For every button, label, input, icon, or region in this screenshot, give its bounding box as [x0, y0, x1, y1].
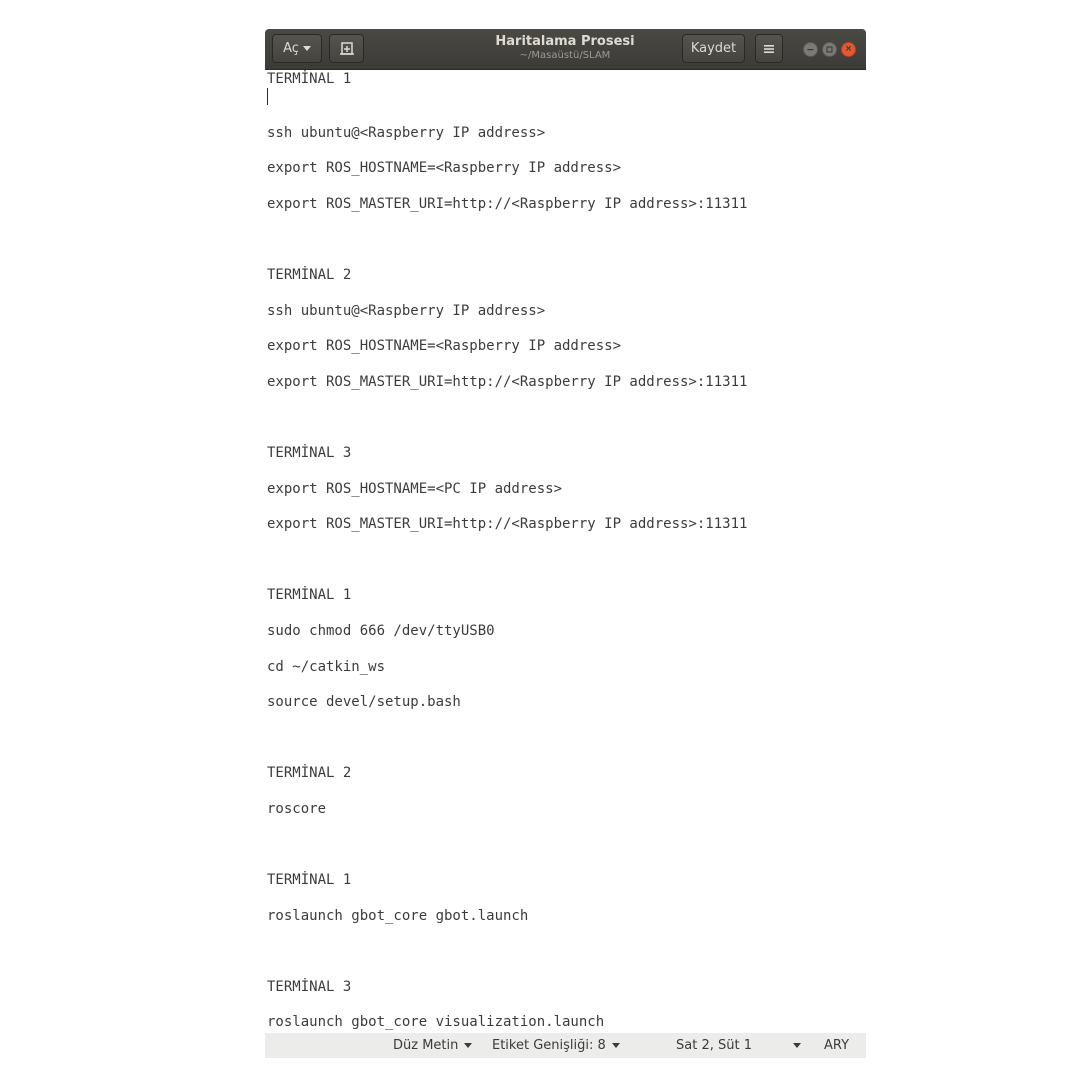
- text-line: source devel/setup.bash: [267, 694, 461, 711]
- open-button[interactable]: [272, 34, 322, 63]
- chevron-down-icon: [464, 1043, 472, 1048]
- editor-lines: [267, 70, 747, 1033]
- chevron-down-icon: [612, 1043, 620, 1048]
- empty-line: [267, 942, 747, 978]
- close-icon: ×: [844, 44, 853, 54]
- text-line: export ROS_HOSTNAME=<PC IP address>: [267, 480, 563, 497]
- text-line: roslaunch gbot_core gbot.launch: [267, 907, 529, 924]
- tab-width-label: Etiket Genişliği: 8: [492, 1038, 606, 1053]
- text-line: ssh ubuntu@<Raspberry IP address>: [267, 124, 546, 141]
- empty-line: [267, 551, 747, 587]
- text-line: ssh ubuntu@<Raspberry IP address>: [267, 302, 546, 319]
- text-line: cd ~/catkin_ws: [267, 658, 386, 675]
- text-line: TERMİNAL 3: [267, 978, 352, 995]
- text-line: TERMİNAL 1: [267, 587, 352, 604]
- text-line: TERMİNAL 1: [267, 71, 352, 87]
- new-document-icon: [339, 41, 355, 57]
- minimize-icon: [807, 46, 814, 53]
- chevron-down-icon: [303, 46, 311, 51]
- text-line: roslaunch gbot_core visualization.launch: [267, 1014, 605, 1031]
- text-editor-window: [265, 29, 866, 1058]
- text-line: export ROS_HOSTNAME=<Raspberry IP address>: [267, 338, 622, 355]
- text-line: TERMİNAL 3: [267, 444, 352, 461]
- text-line: TERMİNAL 1: [267, 872, 352, 889]
- chevron-down-icon: [793, 1043, 801, 1048]
- text-line: TERMİNAL 2: [267, 765, 352, 782]
- new-document-button[interactable]: [329, 34, 364, 63]
- text-line: export ROS_MASTER_URI=http://<Raspberry IP address>:11311: [267, 516, 748, 533]
- header-bar: [265, 29, 866, 70]
- title-block: [465, 34, 665, 62]
- language-label: Düz Metin: [393, 1038, 459, 1053]
- save-button[interactable]: Kaydet: [682, 34, 745, 63]
- empty-line: [267, 729, 747, 765]
- tab-width-selector[interactable]: [492, 1037, 620, 1054]
- text-line: roscore: [267, 800, 327, 817]
- empty-line: [267, 230, 747, 266]
- hamburger-menu-icon: [763, 43, 775, 55]
- minimize-button[interactable]: [803, 42, 818, 57]
- cursor-position: [676, 1037, 752, 1054]
- empty-line: [267, 835, 747, 871]
- text-editor-area[interactable]: [265, 70, 866, 1033]
- window-subtitle: ~/Masaüstü/SLAM: [519, 50, 611, 61]
- empty-line: [267, 106, 747, 124]
- insert-mode-indicator[interactable]: [824, 1037, 849, 1054]
- position-dropdown[interactable]: [787, 1037, 801, 1054]
- text-line: export ROS_MASTER_URI=http://<Raspberry IP address>:11311: [267, 195, 748, 212]
- text-line: export ROS_MASTER_URI=http://<Raspberry IP address>:11311: [267, 373, 748, 390]
- text-line: export ROS_HOSTNAME=<Raspberry IP address>: [267, 160, 622, 177]
- insert-mode-label: ARY: [824, 1038, 850, 1053]
- menu-button[interactable]: [755, 34, 783, 63]
- language-selector[interactable]: [393, 1037, 472, 1054]
- open-button-label: Aç: [283, 41, 299, 56]
- empty-line: [267, 408, 747, 444]
- text-line: TERMİNAL 2: [267, 266, 352, 283]
- cursor-position-label: Sat 2, Süt 1: [676, 1038, 752, 1053]
- window-title: Haritalama Prosesi: [495, 34, 635, 49]
- text-line: sudo chmod 666 /dev/ttyUSB0: [267, 622, 495, 639]
- maximize-icon: [826, 46, 833, 53]
- status-bar: [265, 1033, 866, 1058]
- close-button[interactable]: [841, 42, 856, 57]
- text-caret: [267, 88, 268, 105]
- maximize-button[interactable]: [822, 42, 837, 57]
